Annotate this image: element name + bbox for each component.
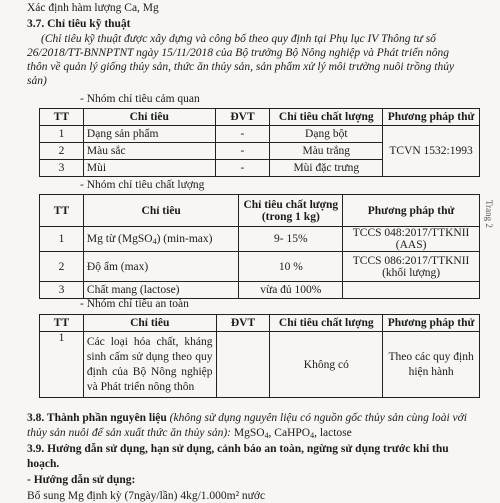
safety-table [39, 314, 480, 398]
cell-tt: 2 [40, 143, 84, 160]
cell-method: TCVN 1532:1993 [383, 126, 480, 177]
header-tt: TT [40, 109, 84, 126]
header-method: Phương pháp thử [343, 195, 480, 227]
ingredients-sub-2: 4 [310, 431, 315, 440]
side-page-mark: Trang 2 [484, 200, 494, 228]
header-unit: ĐVT [215, 109, 270, 126]
ingredients-mid: , CaHPO [268, 427, 311, 439]
header-criteria: Chỉ tiêu [83, 109, 215, 126]
table-row [40, 227, 480, 252]
table-row [40, 252, 480, 282]
table-row [40, 332, 480, 398]
header-quality: Chỉ tiêu chất lượng (trong 1 kg) [239, 195, 343, 227]
group-safety-title: - Nhóm chỉ tiêu an toàn [80, 298, 189, 310]
table-row [40, 126, 480, 143]
header-method: Phương pháp thử [383, 315, 480, 332]
top-line: Xác định hàm lượng Ca, Mg [27, 2, 159, 14]
cell-tt: 1 [40, 126, 84, 143]
cell-quality: 9- 15% [239, 227, 343, 252]
cell-criteria: Chất mang (lactose) [83, 282, 239, 299]
cell-tt: 1 [40, 332, 84, 398]
cell-tt: 1 [40, 227, 84, 252]
intro-line-2: 26/2018/TT-BNNPTNT ngày 15/11/2018 của Bộ trưởng Bộ Nông nghiệp và Phát triển nông [27, 47, 449, 59]
table-row [40, 282, 480, 299]
cell-criteria: Màu sắc [83, 143, 215, 160]
cell-method: Theo các quy định hiện hành [383, 332, 480, 398]
cell-unit: - [215, 160, 270, 177]
cell-tt: 2 [40, 252, 84, 282]
header-tt: TT [40, 315, 84, 332]
cell-unit: - [215, 143, 270, 160]
cell-method: TCCS 086:2017/TTKNII (khối lượng) [343, 252, 480, 282]
header-tt: TT [40, 195, 84, 227]
group-quality-title: - Nhóm chỉ tiêu chất lượng [80, 179, 205, 191]
cell-criteria-sub: 4 [152, 237, 157, 246]
ingredients-sub-1: 4 [264, 431, 269, 440]
cell-unit [216, 332, 270, 398]
cell-criteria [83, 227, 239, 252]
cell-criteria-post: ) (min-max) [156, 233, 213, 245]
usage-cut-line: Bổ sung Mg định kỳ (7ngày/lần) 4kg/1.000m² nước [27, 490, 266, 502]
section-3-7-heading: 3.7. Chỉ tiêu kỹ thuật [27, 18, 131, 30]
sensory-table [39, 108, 480, 177]
cell-tt: 3 [40, 282, 84, 299]
intro-line-1: (Chỉ tiêu kỹ thuật được xây dựng và công bố theo quy định tại Phụ lục IV Thông tư số [41, 33, 436, 45]
header-quality: Chỉ tiêu chất lượng [270, 109, 383, 126]
ingredients-pre: MgSO [230, 427, 265, 439]
section-3-8-note-2: thủy sản nuôi để sản xuất thức ăn thủy sản): [27, 427, 231, 439]
cell-quality: vừa đủ 100% [239, 282, 343, 299]
usage-subheading: - Hướng dẫn sử dụng: [27, 474, 136, 486]
cell-tt: 3 [40, 160, 84, 177]
quality-table [39, 194, 480, 299]
cell-quality: Mùi đặc trưng [270, 160, 383, 177]
cell-criteria-pre: Mg từ (MgSO [86, 233, 153, 245]
cell-quality: Không có [270, 332, 383, 398]
cell-method: TCCS 048:2017/TTKNII (AAS) [343, 227, 480, 252]
section-3-8-line-2 [27, 427, 352, 440]
header-quality: Chỉ tiêu chất lượng [270, 315, 383, 332]
intro-line-3: thôn về quản lý giống thủy sản, thức ăn thủy sản, sản phẩm xử lý môi trường nuôi trồng thủy [27, 61, 455, 73]
cell-criteria: Mùi [83, 160, 215, 177]
cell-method [343, 282, 480, 299]
quality-header-row [40, 195, 480, 227]
header-criteria: Chỉ tiêu [83, 315, 216, 332]
group-sensory-title: - Nhóm chỉ tiêu cảm quan [80, 93, 200, 105]
safety-header-row [40, 315, 480, 332]
section-3-8-line-1 [27, 412, 467, 425]
section-3-8-label: 3.8. Thành phần nguyên liệu [27, 412, 167, 424]
ingredients-post: , lactose [314, 427, 352, 439]
section-3-9-line-1: 3.9. Hướng dẫn sử dụng, hạn sử dụng, cảnh báo an toàn, ngừng sử dụng trước khi thu [27, 443, 449, 455]
section-3-8-note-1: (không sử dụng nguyên liệu có nguồn gốc thủy sản cùng loài với [169, 412, 467, 424]
header-method: Phương pháp thử [383, 109, 480, 126]
cell-quality: Dạng bột [270, 126, 383, 143]
intro-line-4: sản) [27, 75, 47, 87]
cell-criteria: Độ ẩm (max) [83, 252, 239, 282]
header-unit: ĐVT [216, 315, 270, 332]
sensory-header-row [40, 109, 480, 126]
cell-quality: 10 % [239, 252, 343, 282]
section-3-9-line-2: hoạch. [27, 458, 60, 470]
cell-criteria: Dạng sản phẩm [83, 126, 215, 143]
header-criteria: Chỉ tiêu [83, 195, 239, 227]
cell-quality: Màu trắng [270, 143, 383, 160]
cell-unit: - [215, 126, 270, 143]
cell-criteria: Các loại hóa chất, kháng sinh cấm sử dụng theo quy định của Bộ Nông nghiệp và Phát triển nông thôn [83, 332, 216, 398]
